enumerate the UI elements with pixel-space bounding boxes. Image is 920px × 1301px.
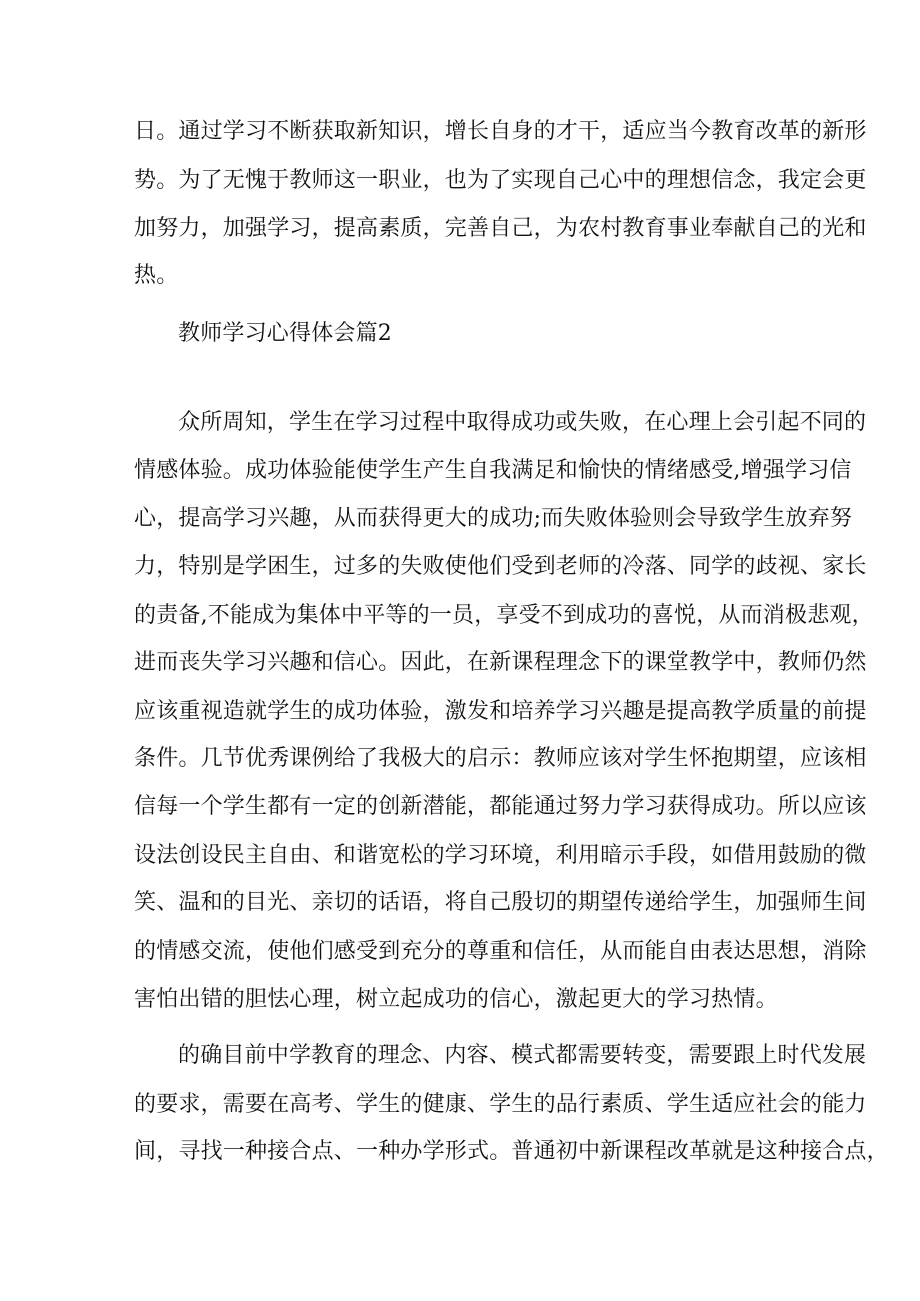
paragraph-line: 情感体验。成功体验能使学生产生自我满足和愉快的情绪感受,增强学习信 [134,458,852,483]
intro-line: 加努力，加强学习，提高素质，完善自己，为农村教育事业奉献自己的光和 [134,216,867,241]
section-heading: 教师学习心得体会篇2 [178,321,392,346]
paragraph-line: 进而丧失学习兴趣和信心。因此，在新课程理念下的课堂教学中，教师仍然 [134,650,867,675]
paragraph-line: 信每一个学生都有一定的创新潜能，都能通过努力学习获得成功。所以应该 [134,794,867,819]
paragraph-line: 笑、温和的目光、亲切的话语，将自己殷切的期望传递给学生，加强师生间 [134,890,867,915]
paragraph-line: 的情感交流，使他们感受到充分的尊重和信任，从而能自由表达思想，消除 [134,939,867,964]
paragraph-line: 的确目前中学教育的理念、内容、模式都需要转变，需要跟上时代发展 [178,1043,867,1068]
paragraph-line: 力，特别是学困生，过多的失败使他们受到老师的冷落、同学的歧视、家长 [134,554,867,579]
paragraph-line: 条件。几节优秀课例给了我极大的启示：教师应该对学生怀抱期望，应该相 [134,746,867,771]
paragraph-line: 间，寻找一种接合点、一种办学形式。普通初中新课程改革就是这种接合点， [134,1139,889,1164]
paragraph-line: 的责备,不能成为集体中平等的一员，享受不到成功的喜悦，从而消极悲观， [134,603,874,628]
paragraph-line: 的要求，需要在高考、学生的健康、学生的品行素质、学生适应社会的能力 [134,1092,867,1117]
paragraph-line: 心，提高学习兴趣，从而获得更大的成功;而失败体验则会导致学生放弃努 [134,506,853,531]
paragraph-line: 应该重视造就学生的成功体验，激发和培养学习兴趣是提高教学质量的前提 [134,699,867,724]
paragraph-line: 设法创设民主自由、和谐宽松的学习环境，利用暗示手段，如借用鼓励的微 [134,843,867,868]
intro-line: 势。为了无愧于教师这一职业，也为了实现自己心中的理想信念，我定会更 [134,168,867,193]
intro-line: 日。通过学习不断获取新知识，增长自身的才干，适应当今教育改革的新形 [134,119,867,144]
intro-line: 热。 [134,263,179,288]
paragraph-line: 众所周知，学生在学习过程中取得成功或失败，在心理上会引起不同的 [178,410,867,435]
paragraph-line: 害怕出错的胆怯心理，树立起成功的信心，激起更大的学习热情。 [134,987,778,1012]
